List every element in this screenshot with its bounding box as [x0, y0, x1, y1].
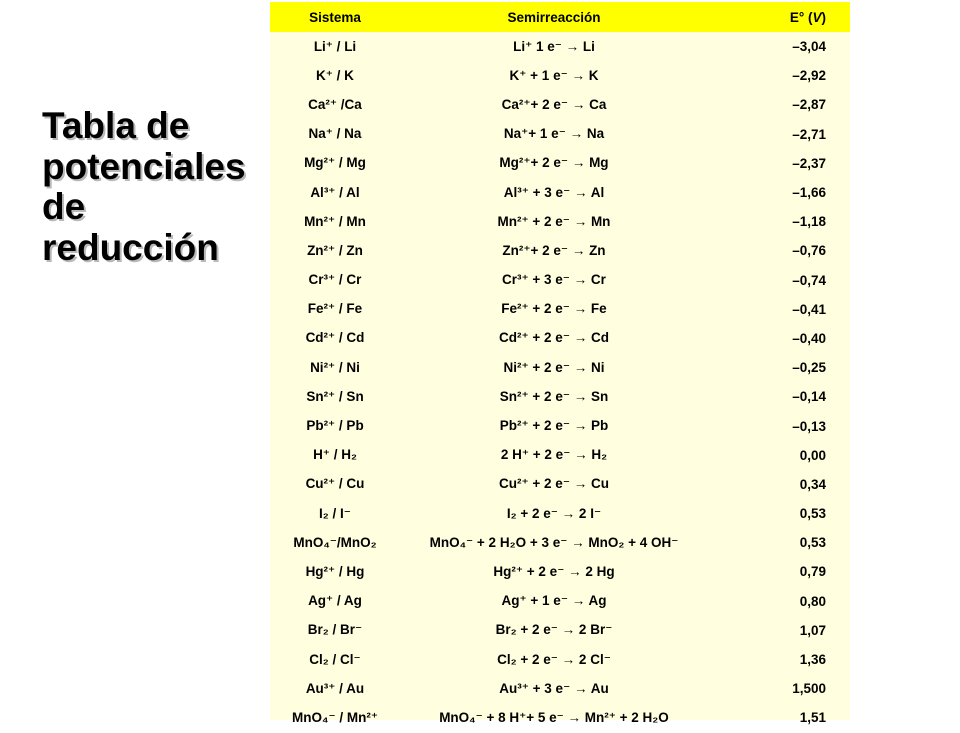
header-potencial-prefix: E° ( [789, 9, 813, 25]
cell-semirreaccion: Br₂ + 2 e⁻ → 2 Br⁻ [495, 622, 613, 638]
table-row [270, 90, 850, 119]
table-row [270, 266, 850, 295]
cell-sistema: Mn²⁺ / Mn [304, 213, 366, 229]
cell-semirreaccion: Mn²⁺ + 2 e⁻ → Mn [497, 213, 611, 229]
table-row [270, 703, 850, 732]
cell-sistema: Pb²⁺ / Pb [306, 418, 364, 434]
cell-potencial: 1,07 [799, 622, 826, 638]
cell-sistema: Br₂ / Br⁻ [307, 622, 363, 638]
table-row [270, 207, 850, 236]
header-potencial-suffix: ) [821, 9, 826, 25]
cell-semirreaccion: Cl₂ + 2 e⁻ → 2 Cl⁻ [497, 651, 611, 667]
cell-potencial: –0,40 [792, 330, 826, 346]
cell-semirreaccion: Pb²⁺ + 2 e⁻ → Pb [499, 418, 609, 434]
cell-semirreaccion: Cr³⁺ + 3 e⁻ → Cr [502, 272, 606, 288]
cell-semirreaccion: Cu²⁺ + 2 e⁻ → Cu [499, 476, 609, 492]
cell-sistema: Fe²⁺ / Fe [307, 301, 363, 317]
cell-potencial: –0,41 [792, 301, 826, 317]
cell-semirreaccion: Au³⁺ + 3 e⁻ → Au [499, 680, 609, 696]
cell-sistema: Li⁺ / Li [313, 38, 357, 54]
cell-sistema: MnO₄⁻/MnO₂ [293, 534, 377, 550]
cell-semirreaccion: Li⁺ 1 e⁻ → Li [513, 38, 595, 54]
table-header-row [270, 2, 850, 32]
table-row [270, 587, 850, 616]
table-row [270, 61, 850, 90]
cell-semirreaccion: K⁺ + 1 e⁻ → K [509, 67, 599, 83]
table-row [270, 645, 850, 674]
cell-sistema: Ag⁺ / Ag [308, 593, 362, 609]
cell-sistema: Mg²⁺ / Mg [304, 155, 366, 171]
table-row [270, 616, 850, 645]
cell-sistema: Al³⁺ / Al [310, 184, 360, 200]
cell-potencial: –1,66 [792, 185, 826, 201]
table-row [270, 324, 850, 353]
cell-potencial: 1,36 [799, 652, 826, 668]
cell-sistema: Cd²⁺ / Cd [305, 330, 365, 346]
reduction-potentials-table [270, 2, 850, 726]
cell-potencial: 1,500 [792, 681, 826, 697]
table-row [270, 178, 850, 207]
cell-sistema: K⁺ / K [316, 67, 354, 83]
cell-potencial: 0,00 [799, 447, 826, 463]
table-body [270, 32, 850, 733]
cell-potencial: –2,92 [792, 68, 826, 84]
table-row [270, 120, 850, 149]
cell-sistema: Cl₂ / Cl⁻ [309, 651, 361, 667]
cell-potencial: 0,34 [799, 476, 826, 492]
cell-potencial: –0,13 [792, 418, 826, 434]
cell-sistema: Cu²⁺ / Cu [305, 476, 365, 492]
header-semirreaccion: Semirreacción [507, 9, 601, 25]
cell-potencial: –2,71 [792, 126, 826, 142]
cell-potencial: 1,51 [799, 710, 826, 726]
cell-potencial: 0,53 [799, 535, 826, 551]
cell-sistema: Zn²⁺ / Zn [307, 242, 363, 258]
header-potencial [708, 2, 850, 32]
cell-sistema: Na⁺ / Na [308, 126, 362, 142]
potentials-table [270, 2, 850, 733]
table-row [270, 382, 850, 411]
cell-semirreaccion: Na⁺+ 1 e⁻ → Na [503, 126, 605, 142]
cell-potencial: 0,53 [799, 506, 826, 522]
cell-potencial: –0,14 [792, 389, 826, 405]
cell-semirreaccion: 2 H⁺ + 2 e⁻ → H₂ [500, 447, 608, 463]
cell-potencial: –3,04 [792, 39, 826, 55]
cell-potencial: –2,87 [792, 97, 826, 113]
cell-sistema: H⁺ / H₂ [313, 447, 357, 463]
slide-title: Tabla de potenciales de reducción [42, 105, 246, 269]
cell-sistema: Cr³⁺ / Cr [308, 272, 362, 288]
header-potencial-unit: V [812, 9, 822, 25]
cell-potencial: –1,18 [792, 214, 826, 230]
cell-potencial: –0,25 [792, 360, 826, 376]
cell-potencial: –0,74 [792, 272, 826, 288]
cell-sistema: Ca²⁺ /Ca [308, 96, 362, 112]
header-sistema: Sistema [309, 9, 361, 25]
cell-sistema: MnO₄⁻ / Mn²⁺ [292, 709, 378, 725]
cell-semirreaccion: Mg²⁺+ 2 e⁻ → Mg [499, 155, 609, 171]
cell-semirreaccion: Ni²⁺ + 2 e⁻ → Ni [503, 359, 605, 375]
cell-semirreaccion: Fe²⁺ + 2 e⁻ → Fe [501, 301, 607, 317]
cell-semirreaccion: MnO₄⁻ + 2 H₂O + 3 e⁻ → MnO₂ + 4 OH⁻ [429, 534, 679, 550]
table-row [270, 441, 850, 470]
table-row [270, 353, 850, 382]
cell-semirreaccion: Cd²⁺ + 2 e⁻ → Cd [499, 330, 609, 346]
table-row [270, 32, 850, 61]
cell-semirreaccion: Sn²⁺ + 2 e⁻ → Sn [499, 388, 609, 404]
cell-sistema: Au³⁺ / Au [305, 680, 365, 696]
cell-semirreaccion: MnO₄⁻ + 8 H⁺+ 5 e⁻ → Mn²⁺ + 2 H₂O [439, 709, 669, 725]
table-row [270, 557, 850, 586]
table-row [270, 236, 850, 265]
table-row [270, 411, 850, 440]
cell-semirreaccion: Ca²⁺+ 2 e⁻ → Ca [501, 96, 607, 112]
cell-sistema: Ni²⁺ / Ni [310, 359, 360, 375]
cell-potencial: –0,76 [792, 243, 826, 259]
table-row [270, 528, 850, 557]
cell-semirreaccion: Zn²⁺+ 2 e⁻ → Zn [502, 242, 606, 258]
cell-potencial: 0,80 [799, 593, 826, 609]
cell-sistema: I₂ / I⁻ [319, 505, 351, 521]
cell-semirreaccion: Ag⁺ + 1 e⁻ → Ag [501, 593, 607, 609]
cell-semirreaccion: I₂ + 2 e⁻ → 2 I⁻ [506, 505, 602, 521]
table-row [270, 295, 850, 324]
cell-sistema: Hg²⁺ / Hg [305, 563, 365, 579]
cell-potencial: –2,37 [792, 155, 826, 171]
cell-semirreaccion: Al³⁺ + 3 e⁻ → Al [503, 184, 605, 200]
table-row [270, 499, 850, 528]
table-row [270, 470, 850, 499]
cell-potencial: 0,79 [799, 564, 826, 580]
cell-sistema: Sn²⁺ / Sn [306, 388, 364, 404]
table-row [270, 149, 850, 178]
table-row [270, 674, 850, 703]
cell-semirreaccion: Hg²⁺ + 2 e⁻ → 2 Hg [493, 563, 615, 579]
